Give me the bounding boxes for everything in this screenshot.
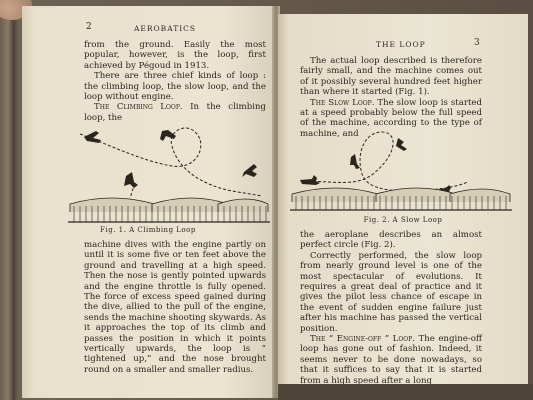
left-page bbox=[22, 6, 274, 398]
plane-icon-7 bbox=[350, 154, 360, 169]
right-para-5-text: The engine-off loop has gone out of fashion. Indeed, it seems never to be done nowadays, so that it suffices to say that it is started from a high speed after a long bbox=[300, 334, 482, 384]
right-para-5 bbox=[300, 334, 482, 384]
figure-1-caption: Fig. 1. A Climbing Loop bbox=[100, 226, 196, 234]
plane-icon-3 bbox=[124, 172, 138, 188]
left-text-bottom bbox=[84, 240, 266, 375]
plane-icon-5 bbox=[300, 175, 320, 185]
left-page-number: 2 bbox=[86, 22, 92, 32]
right-para-3: the aeroplane describes an almost perfect circle (Fig. 2). bbox=[300, 230, 482, 251]
engine-off-loop-heading: The “ Engine-off ” Loop. bbox=[310, 334, 415, 345]
plane-icon-4 bbox=[242, 164, 257, 177]
right-para-2-text: The slow loop is started at a speed probably below the full speed of the machine, according to the type of machine, and bbox=[300, 97, 482, 139]
left-para-2: There are three chief kinds of loop : the climbing loop, the slow loop, and the loop without engine. bbox=[84, 71, 266, 103]
right-para-4: Correctly performed, the slow loop from nearly ground level is one of the most spectacular of evolutions. It requires a great deal of practice and it gives the pilot less chance of escape in the event of sudden engine failure just after his machine has passed the vertical position. bbox=[300, 250, 482, 334]
slow-loop-heading: The Slow Loop. bbox=[310, 97, 375, 108]
right-running-head: THE LOOP bbox=[376, 40, 426, 49]
right-page-number: 3 bbox=[474, 38, 480, 48]
left-para-3-text: In the climbing loop, the bbox=[84, 102, 266, 123]
figure-2-caption: Fig. 2. A Slow Loop bbox=[363, 216, 443, 224]
plane-icon-2 bbox=[160, 130, 176, 141]
climbing-loop-heading: The Climbing Loop. bbox=[94, 102, 183, 113]
left-running-head: AEROBATICS bbox=[134, 24, 197, 33]
plane-icon bbox=[84, 131, 101, 143]
right-text-bottom bbox=[300, 230, 482, 384]
left-para-1: from the ground. Easily the most popular, however, is the loop, first achieved by Pégoud in 1913. bbox=[84, 40, 266, 71]
plane-icon-6 bbox=[396, 138, 407, 151]
table-surface bbox=[278, 384, 533, 400]
right-para-1: The actual loop described is therefore fairly small, and the machine comes out of it possibly several hundred feet higher than where it started (Fig. 1). bbox=[300, 56, 482, 98]
left-para-4: machine dives with the engine partly on until it is some five or ten feet above the ground and travelling at a high speed. Then the nose is gently pointed upwards and the engine throttle is fully opened. The force of excess speed gained during the dive, allied to the pull of the engine, sends the machine shooting skywards. As it approaches the top of its climb and passes the position in which it points vertically upwards, the loop is “ tightened up,” and the nose brought round on a smaller and smaller radius. bbox=[84, 240, 266, 375]
right-page bbox=[278, 14, 528, 384]
